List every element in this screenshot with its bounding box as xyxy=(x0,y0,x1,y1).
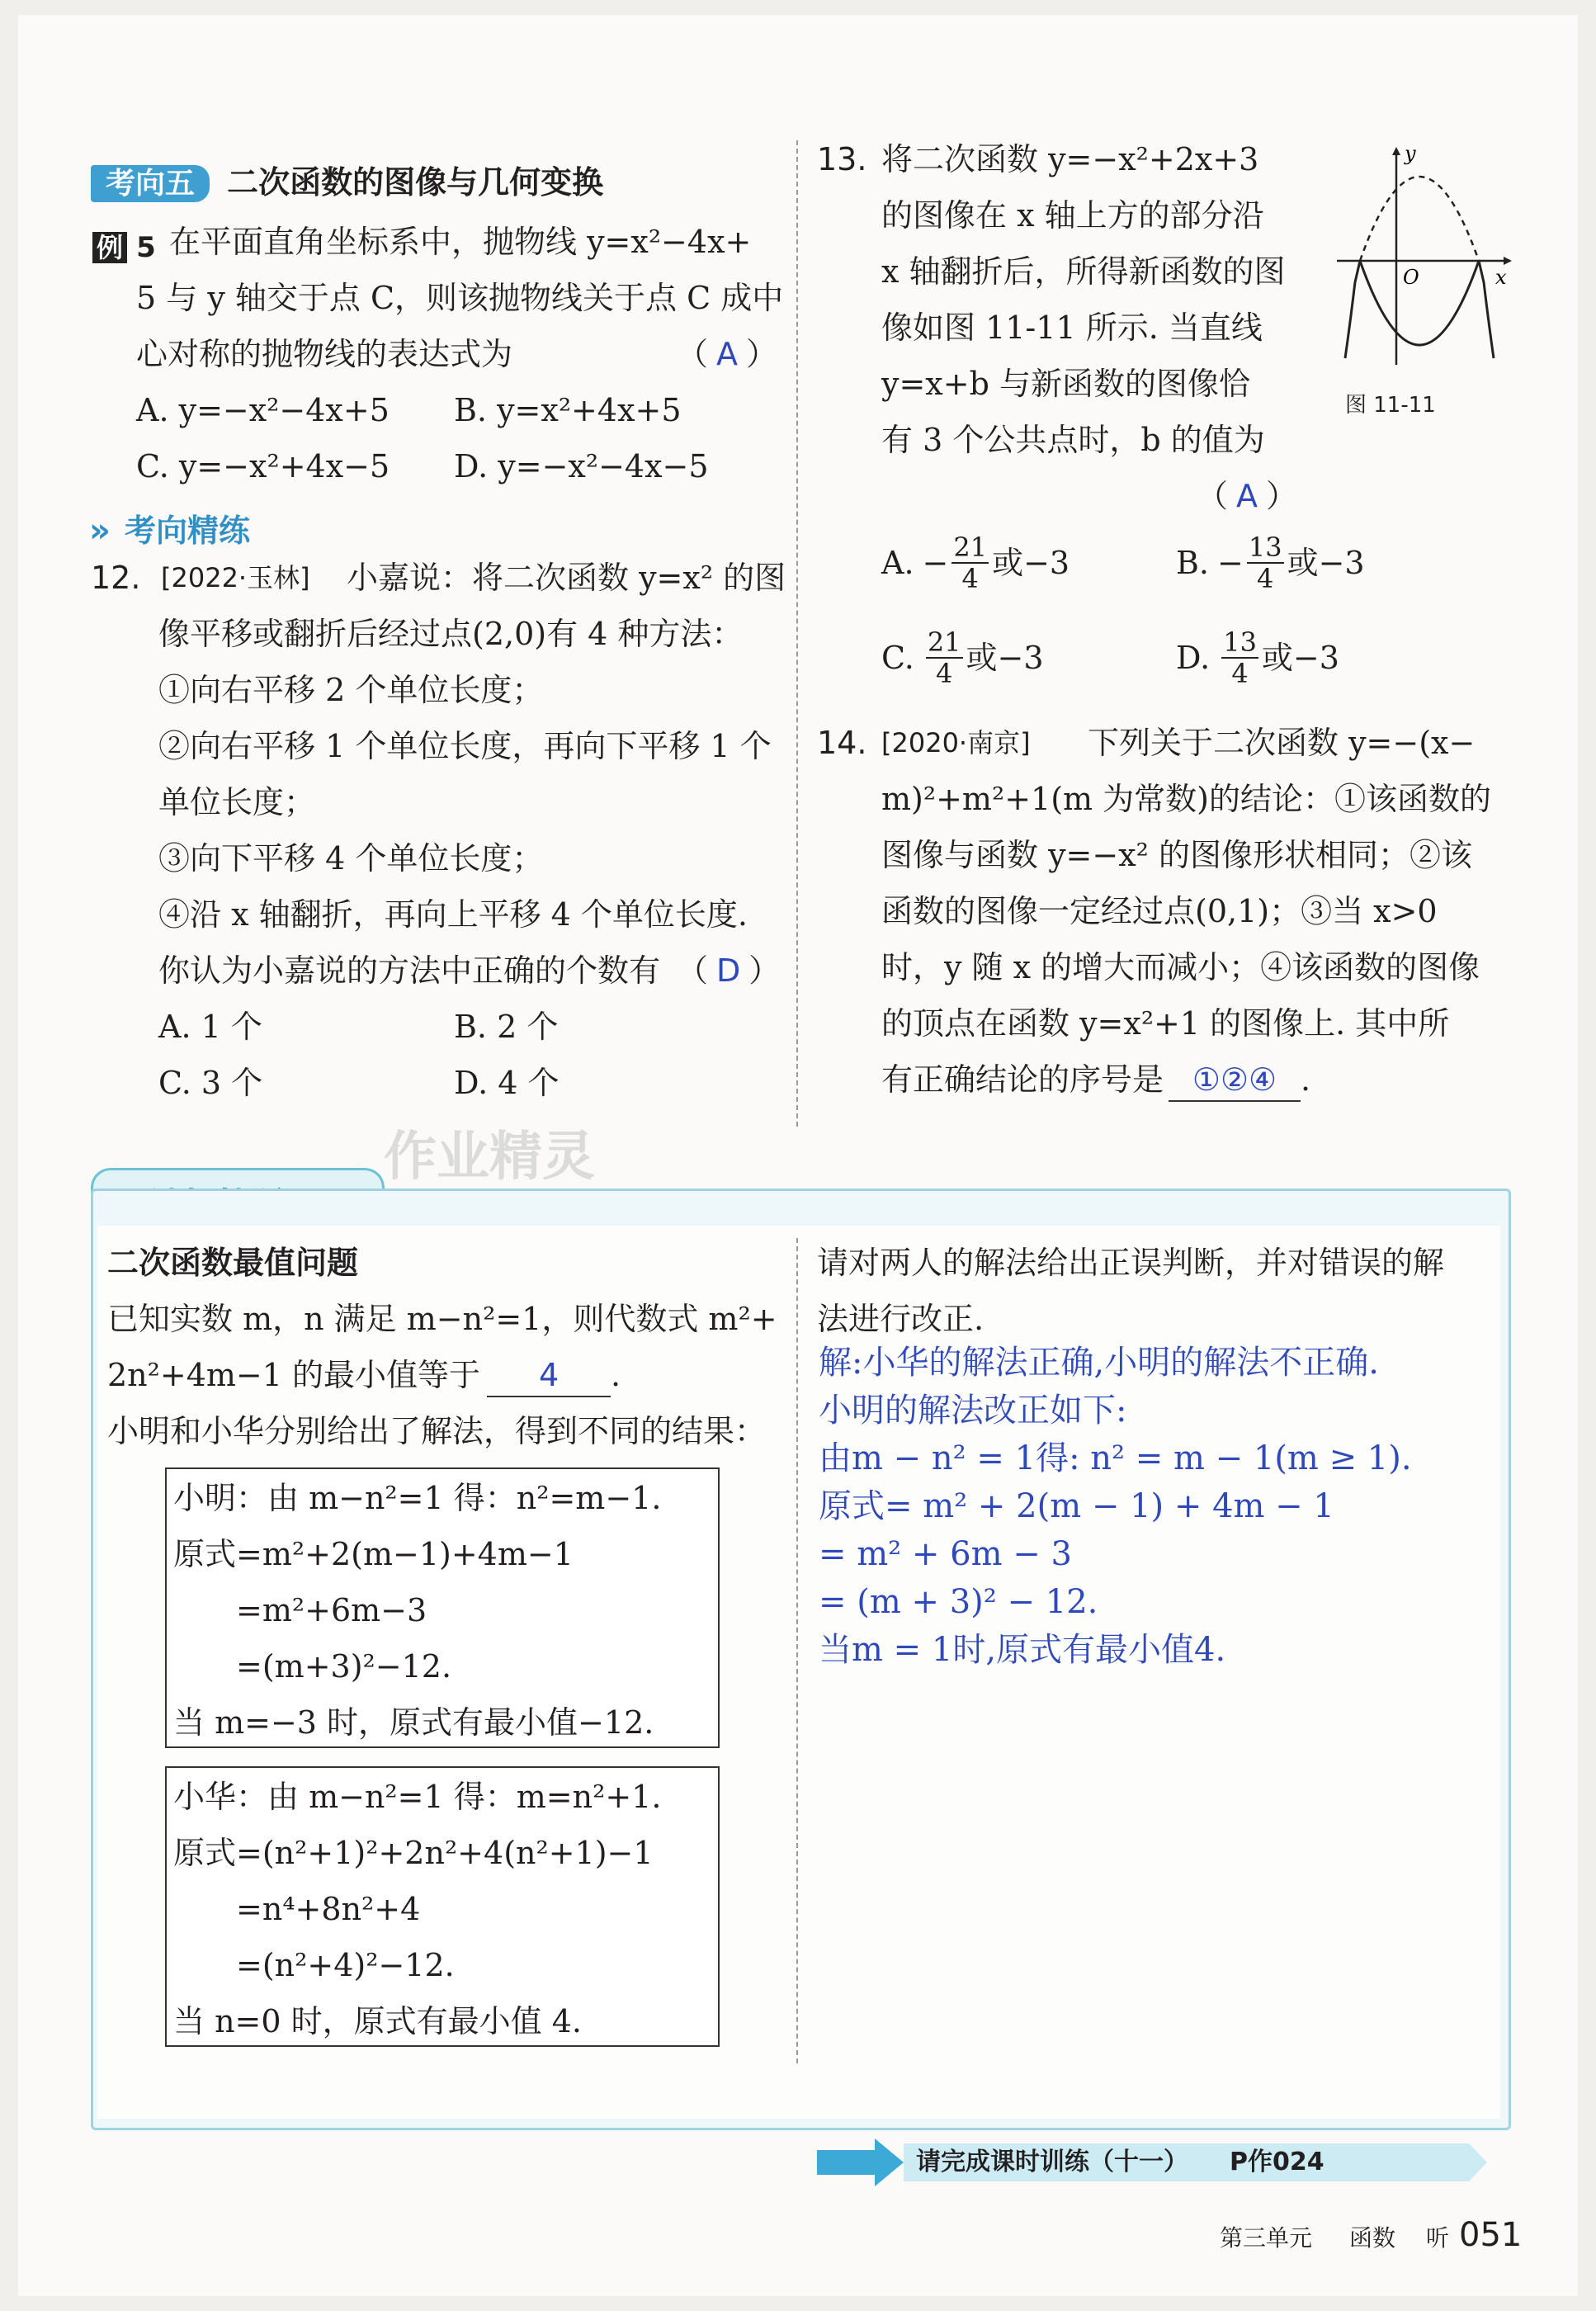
footer-unit: 第三单元 xyxy=(1220,2224,1313,2252)
solution-line-7: 当m = 1时,原式有最小值4. xyxy=(819,1631,1226,1669)
example5-answer-paren: （ A ） xyxy=(677,336,778,372)
q13-option-b: B. − $\frac{13}{4}$ 或−3 xyxy=(1176,532,1365,594)
figure-caption: 图 11-11 xyxy=(1345,393,1436,418)
q12-line-3: ①向右平移 2 个单位长度； xyxy=(158,672,544,708)
footer-mode: 听 xyxy=(1426,2224,1450,2252)
left-branch xyxy=(1345,261,1360,358)
q12-line-6: ③向下平移 4 个单位长度； xyxy=(158,840,544,877)
q12-line-8: 你认为小嘉说的方法中正确的个数有 xyxy=(158,952,661,989)
q13-option-a: A. − $\frac{21}{4}$ 或−3 xyxy=(881,532,1070,594)
example5-line-3: 心对称的抛物线的表达式为 xyxy=(136,336,513,372)
practice-header xyxy=(89,505,250,551)
prompt-line-2: 法进行改正. xyxy=(817,1301,985,1337)
q12-option-a: A. 1 个 xyxy=(158,1009,262,1045)
elective-line-3: 小明和小华分别给出了解法，得到不同的结果： xyxy=(107,1413,767,1449)
column-divider xyxy=(796,140,798,1127)
example5-option-a: A. y=−x²−4x+5 xyxy=(136,392,390,428)
q12-option-c: C. 3 个 xyxy=(158,1065,263,1101)
page-number: 051 xyxy=(1459,2216,1523,2254)
y-axis-arrow-icon xyxy=(1392,147,1400,155)
q12-line-7: ④沿 x 轴翻折，再向上平移 4 个单位长度. xyxy=(158,896,748,933)
q14-line-2: m)²+m²+1(m 为常数)的结论：①该函数的 xyxy=(881,781,1491,817)
x-label: x xyxy=(1495,266,1507,289)
elective-line-1: 已知实数 m，n 满足 m−n²=1，则代数式 m²+ xyxy=(107,1301,777,1337)
xiaohua-line-3: =n⁴+8n²+4 xyxy=(236,1891,421,1927)
prompt-line-1: 请对两人的解法给出正误判断，并对错误的解 xyxy=(817,1245,1445,1281)
example5-heading xyxy=(92,227,156,265)
example5-line-1: 在平面直角坐标系中，抛物线 y=x²−4x+ xyxy=(169,224,752,260)
section-badge: 考向五 xyxy=(91,165,210,202)
elective-answer: 4 xyxy=(487,1354,611,1397)
example-badge: 例 xyxy=(92,232,127,263)
elective-subtitle: 二次函数最值问题 xyxy=(107,1245,359,1281)
solution-line-4: 原式= m² + 2(m − 1) + 4m − 1 xyxy=(819,1487,1334,1525)
parabola-figure xyxy=(1329,142,1518,390)
q12-answer-paren: （ D ） xyxy=(677,952,781,989)
watermark: 作业精灵 xyxy=(384,1127,595,1188)
q14-line-4: 函数的图像一定经过点(0,1)；③当 x>0 xyxy=(881,893,1438,929)
q12-line-2: 像平移或翻折后经过点(2,0)有 4 种方法： xyxy=(158,616,744,652)
elective-divider xyxy=(796,1238,798,2063)
origin-label: O xyxy=(1403,266,1419,289)
right-branch xyxy=(1479,261,1494,358)
q14-source: [2020·南京] xyxy=(881,727,1031,759)
q14-answer: ①②④ xyxy=(1169,1059,1301,1102)
x-axis-arrow-icon xyxy=(1504,257,1512,265)
xiaoming-line-1: 小明：由 m−n²=1 得：n²=m−1. xyxy=(173,1480,662,1516)
q13-option-c: C. 21 4 或−3 xyxy=(881,626,1044,689)
q13-number: 13. xyxy=(817,141,867,177)
q12-number: 12. xyxy=(91,560,141,596)
section-header xyxy=(91,157,603,202)
flipped-lower-arc xyxy=(1360,261,1479,345)
solution-line-2: 小明的解法改正如下: xyxy=(819,1392,1127,1430)
elective-line-2: 2n²+4m−1 的最小值等于 4 . xyxy=(107,1354,621,1397)
solution-line-6: = (m + 3)² − 12. xyxy=(819,1583,1098,1621)
q13-answer-paren: （ A ） xyxy=(1197,478,1298,514)
q13-line-5: y=x+b 与新函数的图像恰 xyxy=(881,366,1250,402)
xiaoming-line-2: 原式=m²+2(m−1)+4m−1 xyxy=(173,1536,574,1572)
example5-option-b: B. y=x²+4x+5 xyxy=(454,392,682,428)
q12-option-d: D. 4 个 xyxy=(454,1065,560,1101)
xiaoming-line-3: =m²+6m−3 xyxy=(236,1592,427,1628)
xiaoming-solution-box xyxy=(165,1467,720,1748)
xiaoming-line-5: 当 m=−3 时，原式有最小值−12. xyxy=(173,1704,654,1741)
solution-line-5: = m² + 6m − 3 xyxy=(819,1535,1072,1573)
q13-option-d: D. 13 4 或−3 xyxy=(1176,626,1339,689)
q13-answer: A xyxy=(1236,478,1258,514)
q13-line-1: 将二次函数 y=−x²+2x+3 xyxy=(881,141,1259,177)
footer-topic: 函数 xyxy=(1349,2224,1396,2252)
q13-line-2: 的图像在 x 轴上方的部分沿 xyxy=(881,197,1264,234)
q13-line-4: 像如图 11-11 所示. 当直线 xyxy=(881,310,1263,346)
q14-number: 14. xyxy=(817,725,867,761)
xiaohua-solution-box xyxy=(165,1766,720,2047)
q13-line-6: 有 3 个公共点时，b 的值为 xyxy=(881,422,1265,458)
q12-source: [2022·玉林] xyxy=(161,562,310,593)
xiaohua-line-4: =(n²+4)²−12. xyxy=(236,1947,455,1983)
q14-line-1: 下列关于二次函数 y=−(x− xyxy=(1088,725,1476,761)
q13-line-3: x 轴翻折后，所得新函数的图 xyxy=(881,253,1286,290)
example5-line-2: 5 与 y 轴交于点 C，则该抛物线关于点 C 成中 xyxy=(136,280,784,316)
xiaohua-line-2: 原式=(n²+1)²+2n²+4(n²+1)−1 xyxy=(173,1835,654,1871)
practice-title: 考向精练 xyxy=(124,513,250,549)
y-label: y xyxy=(1405,142,1416,165)
q12-option-b: B. 2 个 xyxy=(454,1009,559,1045)
q12-line-4: ②向右平移 1 个单位长度，再向下平移 1 个 xyxy=(158,728,772,764)
example-number: 5 xyxy=(136,231,156,264)
example5-option-d: D. y=−x²−4x−5 xyxy=(454,448,709,484)
q14-line-5: 时，y 随 x 的增大而减小；④该函数的图像 xyxy=(881,949,1480,985)
double-chevron-icon: » xyxy=(89,512,111,550)
q12-line-5: 单位长度； xyxy=(158,784,316,820)
banner-text: 请完成课时训练（十一） xyxy=(916,2148,1188,2176)
q12-line-1: 小嘉说：将二次函数 y=x² 的图 xyxy=(347,560,786,596)
xiaohua-line-1: 小华：由 m−n²=1 得：m=n²+1. xyxy=(173,1779,662,1815)
example5-answer: A xyxy=(716,336,739,372)
section-title: 二次函数的图像与几何变换 xyxy=(227,164,604,201)
xiaohua-line-5: 当 n=0 时，原式有最小值 4. xyxy=(173,2003,582,2039)
solution-line-1: 解:小华的解法正确,小明的解法不正确. xyxy=(819,1344,1379,1382)
banner-ref: P作024 xyxy=(1230,2148,1324,2176)
q14-line-6: 的顶点在函数 y=x²+1 的图像上. 其中所 xyxy=(881,1005,1450,1042)
original-upper-arc xyxy=(1360,177,1479,261)
xiaoming-line-4: =(m+3)²−12. xyxy=(236,1648,452,1685)
solution-line-3: 由m − n² = 1得: n² = m − 1(m ≥ 1). xyxy=(819,1439,1412,1477)
q12-answer: D xyxy=(716,952,741,989)
q14-line-7: 有正确结论的序号是 ①②④ . xyxy=(881,1059,1310,1102)
example5-option-c: C. y=−x²+4x−5 xyxy=(136,448,390,484)
banner-arrow-icon xyxy=(817,2139,904,2186)
q14-line-3: 图像与函数 y=−x² 的图像形状相同；②该 xyxy=(881,837,1472,873)
